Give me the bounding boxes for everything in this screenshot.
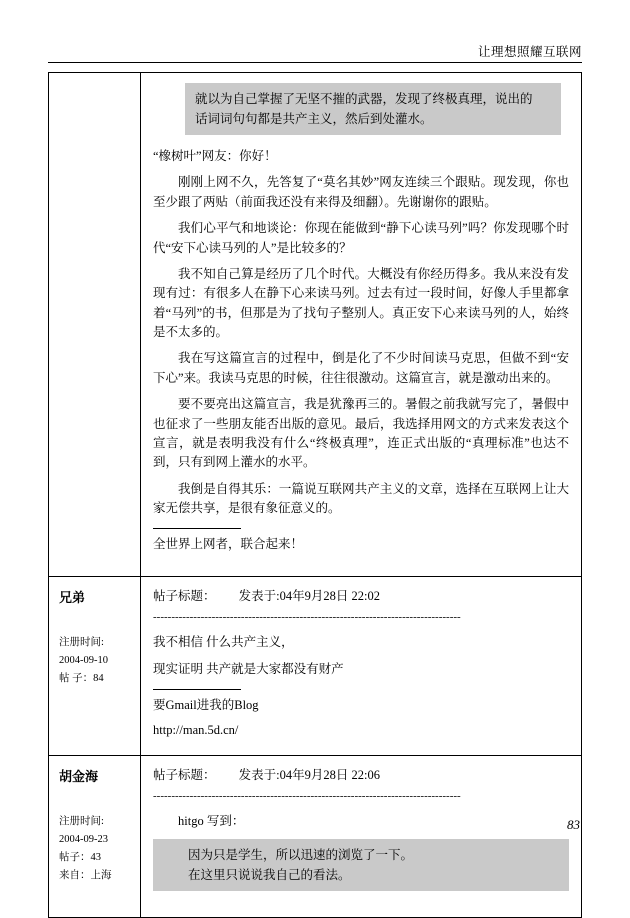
post-author-name: 兄弟 <box>59 589 86 605</box>
post-body-cell <box>141 73 581 576</box>
signature-line: 要Gmail进我的Blog <box>153 697 259 712</box>
post-body-cell <box>141 577 581 755</box>
post-title-divider: ------------------------------------------------------------------------------------ <box>153 791 461 802</box>
table-row <box>49 577 581 756</box>
paragraph-divider <box>153 528 241 529</box>
quote-line: 因为只是学生，所以迅速的浏览了一下。 <box>188 848 414 863</box>
post-closing-line: 全世界上网者，联合起来！ <box>153 537 304 552</box>
post-title-divider: ------------------------------------------------------------------------------------ <box>153 612 461 624</box>
page-header-title: 让理想照耀互联网 <box>477 45 582 59</box>
post-title-label: 帖子标题： <box>153 588 216 603</box>
quote-line: 话词词句句都是共产主义，然后到处灌水。 <box>195 112 433 126</box>
post-author-cell <box>49 73 141 576</box>
post-title-line <box>153 766 569 785</box>
page-number: 83 <box>567 817 580 832</box>
post-paragraph: “橡树叶”网友：你好！ <box>153 149 277 163</box>
post-line: 我不相信 什么共产主义， <box>153 635 294 650</box>
quote-line: 在这里只说说我自己的看法。 <box>188 868 351 883</box>
quote-attribution: hitgo 写到： <box>178 814 245 828</box>
header-divider <box>48 62 582 63</box>
post-line: 现实证明 共产就是大家都没有财产 <box>153 661 344 676</box>
signature-divider <box>153 689 241 690</box>
post-author-cell <box>49 577 141 755</box>
post-paragraph: 我倒是自得其乐：一篇说互联网共产主义的文章，选择在互联网上让大家无偿共享，是很有象征意义的。 <box>153 481 569 515</box>
post-paragraph: 我不知自己算是经历了几个时代。大概没有你经历得多。我从来没有发现有过：有很多人在静下心来读马列。过去有过一段时间，好像人手里都拿着“马列”的书，但那是为了找句子整别人。真正安下心来读马列的人，始终是不太多的。 <box>153 266 569 339</box>
post-author-cell <box>49 756 141 918</box>
post-meta-post-count: 帖子：43 <box>59 851 101 863</box>
quote-highlight-block <box>153 839 569 891</box>
posts-table <box>48 72 582 918</box>
post-title-label: 帖子标题： <box>153 767 216 782</box>
post-author-name: 胡金海 <box>59 768 99 784</box>
quote-highlight-block <box>185 83 561 135</box>
post-paragraph: 要不要亮出这篇宣言，我是犹豫再三的。暑假之前我就写完了，暑假中也征求了一些朋友能否出版的意见。最后，我选择用网文的方式来发表这个宣言，就是表明我没有什么“终极真理”，连正式出版的“真理标准”也达不到，只有到网上灌水的水平。 <box>153 397 569 470</box>
post-timestamp: 发表于:04年9月28日 22:06 <box>238 767 380 782</box>
post-timestamp: 发表于:04年9月28日 22:02 <box>238 588 380 603</box>
post-meta-register-label: 注册时间: <box>59 816 104 828</box>
quote-line: 就以为自己掌握了无坚不摧的武器，发现了终极真理，说出的 <box>195 92 533 106</box>
post-paragraph: 我在写这篇宣言的过程中，倒是化了不少时间读马克思，但做不到“安下心”来。我读马克思的时候，往往很激动。这篇宣言，就是激动出来的。 <box>153 351 569 385</box>
post-meta-register-date: 2004-09-23 <box>59 833 108 845</box>
post-meta-post-count: 帖 子：84 <box>59 672 104 684</box>
post-paragraph: 刚刚上网不久，先答复了“莫名其妙”网友连续三个跟贴。现发现，你也至少跟了两贴（前面我还没有来得及细翻）。先谢谢你的跟贴。 <box>153 175 569 209</box>
post-paragraph: 我们心平气和地谈论：你现在能做到“静下心读马列”吗？你发现哪个时代“安下心读马列的人”是比较多的？ <box>153 221 569 255</box>
post-title-line <box>153 587 569 606</box>
table-row <box>49 73 581 577</box>
post-meta-location: 来自：上海 <box>59 869 112 881</box>
signature-link[interactable]: http://man.5d.cn/ <box>153 723 239 738</box>
table-row <box>49 756 581 918</box>
post-meta-register-date: 2004-09-10 <box>59 655 108 667</box>
post-meta-register-label: 注册时间: <box>59 637 104 649</box>
post-body-cell <box>141 756 581 918</box>
